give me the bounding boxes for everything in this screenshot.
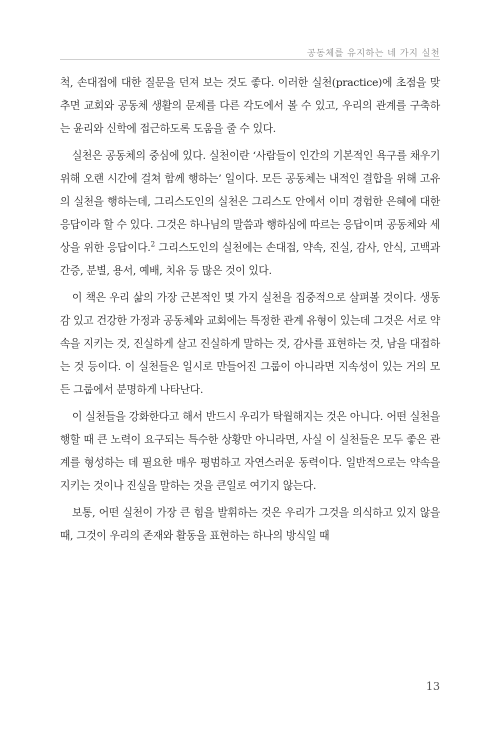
paragraph-1: 척, 손대접에 대한 질문을 던져 보는 것도 좋다. 이러한 실천(practice)에 초점을 맞추면 교회와 공동체 생활의 문제를 다른 각도에서 볼 수 있고, 우리의 관계를 구축하는 윤리와 신학에 접근하도록 도움을 줄 수 있다. — [60, 77, 440, 135]
footnote-marker: 2 — [150, 240, 155, 249]
paragraph-4: 이 실천들을 강화한다고 해서 반드시 우리가 탁월해지는 것은 아니다. 어떤 실천을 행할 때 큰 노력이 요구되는 특수한 상황만 아니라면, 사실 이 실천들은 모두 좋은 관계를 형성하는 데 필요한 매우 평범하고 자연스러운 동력이다. 일반적으로는 약속을 지키는 것이나 진실을 말하는 것을 큰일로 여기지 않는다. — [60, 411, 440, 492]
header-rule — [60, 59, 440, 60]
paragraph-5: 보통, 어떤 실천이 가장 큰 힘을 발휘하는 것은 우리가 그것을 의식하고 있지 않을 때, 그것이 우리의 존재와 활동을 표현하는 하나의 방식일 때 — [60, 507, 440, 542]
paragraph-2-text-continued: 그리스도인의 실천에는 손대접, 약속, 진실, 감사, 안식, 고백과 간증, 분별, 용서, 예배, 치유 등 많은 것이 있다. — [60, 242, 440, 277]
running-head: 공동체를 유지하는 네 가지 실천 — [307, 49, 440, 59]
body-text — [60, 72, 440, 548]
paragraph-2-text: 실천은 공동체의 중심에 있다. 실천이란 ‘사람들이 인간의 기본적인 욕구를 채우기 위해 오랜 시간에 걸쳐 함께 행하는’ 일이다. 모든 공동체는 내적인 결합을 위해 고유의 실천을 행하는데, 그리스도인의 실천은 그리스도 안에서 이미 경험한 은혜에 대한 응답이라 할 수 있다. 그것은 하나님의 말씀과 행하심에 따르는 응답이며 공동체와 세상을 위한 응답이다. — [60, 150, 440, 254]
page-number: 13 — [426, 680, 440, 693]
paragraph-3: 이 책은 우리 삶의 가장 근본적인 몇 가지 실천을 집중적으로 살펴볼 것이다. 생동감 있고 건강한 가정과 공동체와 교회에는 특정한 관계 유형이 있는데 그것은 서로 약속을 지키는 것, 진실하게 살고 진실하게 말하는 것, 감사를 표현하는 것, 남을 대접하는 것 등이다. 이 실천들은 일시로 만들어진 그룹이 아니라면 지속성이 있는 거의 모든 그룹에서 분명하게 나타난다. — [60, 292, 440, 396]
paragraph-2 — [60, 145, 440, 283]
